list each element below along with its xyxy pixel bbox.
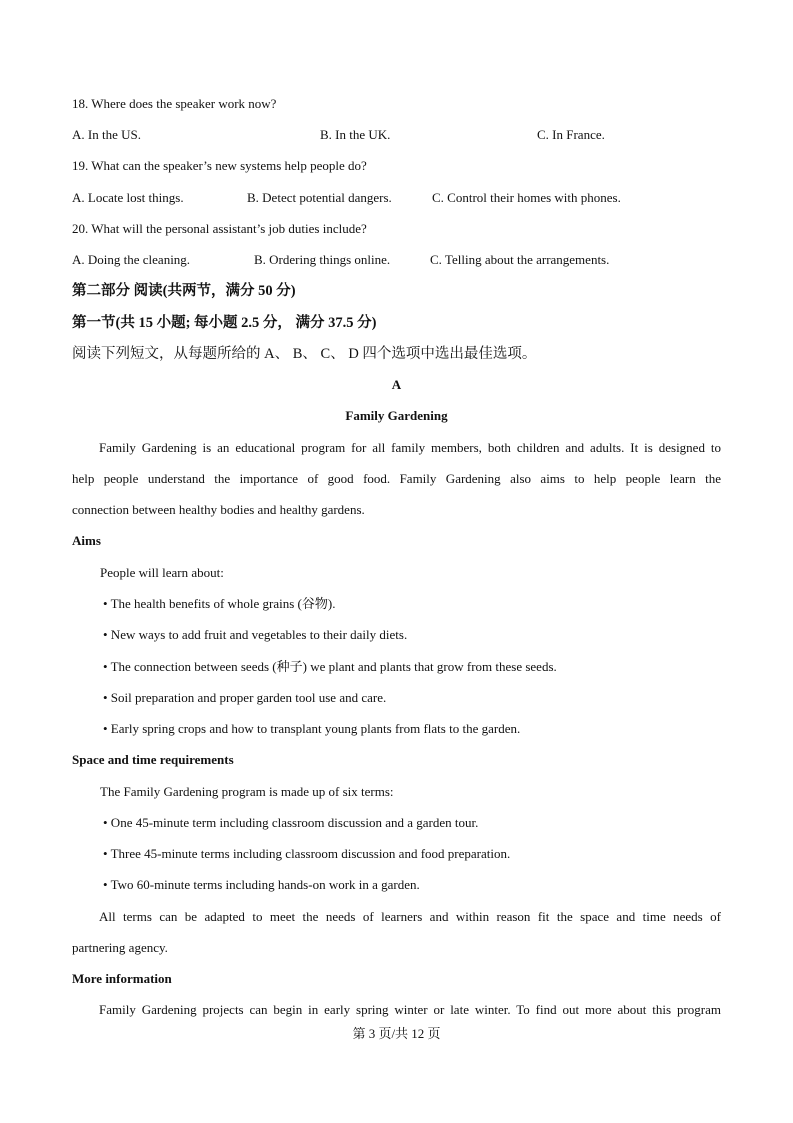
question-20-stem: 20. What will the personal assistant’s job duties include? bbox=[72, 221, 367, 236]
question-18-stem: 18. Where does the speaker work now? bbox=[72, 96, 277, 111]
aims-item: • Early spring crops and how to transplant young plants from flats to the garden. bbox=[103, 721, 521, 736]
aims-item: • Soil preparation and proper garden tool use and care. bbox=[103, 690, 387, 705]
passage-title: Family Gardening bbox=[345, 408, 448, 423]
question-20-option-c: C. Telling about the arrangements. bbox=[430, 252, 610, 267]
intro-line-3: connection between healthy bodies and healthy gardens. bbox=[72, 502, 365, 517]
question-18-option-a: A. In the US. bbox=[72, 127, 141, 142]
part2-title: 第二部分 阅读(共两节，满分 50 分) bbox=[72, 283, 296, 299]
space-time-item: • One 45-minute term including classroom discussion and a garden tour. bbox=[103, 815, 479, 830]
question-18-option-c: C. In France. bbox=[537, 127, 605, 142]
passage-letter: A bbox=[391, 377, 402, 392]
space-time-lead: The Family Gardening program is made up of six terms: bbox=[100, 784, 394, 799]
aims-item: • The connection between seeds (种子) we plant and plants that grow from these seeds. bbox=[103, 659, 557, 674]
reading-instruction: 阅读下列短文，从每题所给的 A、 B、 C、 D 四个选项中选出最佳选项。 bbox=[72, 346, 537, 362]
space-time-item: • Three 45-minute terms including classroom discussion and food preparation. bbox=[103, 846, 511, 861]
question-19-stem: 19. What can the speaker’s new systems help people do? bbox=[72, 158, 367, 173]
question-20-option-a: A. Doing the cleaning. bbox=[72, 252, 191, 267]
more-info-heading: More information bbox=[72, 971, 172, 986]
space-time-note-line-2: partnering agency. bbox=[72, 940, 168, 955]
more-info-text: Family Gardening projects can begin in early spring winter or late winter. To find out more about this program bbox=[99, 1002, 721, 1017]
page-number-footer: 第 3 页/共 12 页 bbox=[352, 1026, 441, 1041]
question-20-option-b: B. Ordering things online. bbox=[254, 252, 391, 267]
aims-heading: Aims bbox=[72, 533, 101, 548]
space-time-note-line-1: All terms can be adapted to meet the needs of learners and within reason fit the space and time needs of bbox=[99, 909, 721, 924]
intro-line-2: help people understand the importance of good food. Family Gardening also aims to help people learn the bbox=[72, 471, 721, 486]
question-19-option-c: C. Control their homes with phones. bbox=[432, 190, 621, 205]
question-19-option-b: B. Detect potential dangers. bbox=[247, 190, 392, 205]
aims-item: • The health benefits of whole grains (谷物). bbox=[103, 596, 336, 611]
question-19-option-a: A. Locate lost things. bbox=[72, 190, 184, 205]
question-18-option-b: B. In the UK. bbox=[320, 127, 391, 142]
section1-title: 第一节(共 15 小题; 每小题 2.5 分， 满分 37.5 分) bbox=[72, 315, 377, 331]
intro-line-1: Family Gardening is an educational program for all family members, both children and adults. It is designed to bbox=[99, 440, 721, 455]
aims-lead: People will learn about: bbox=[100, 565, 224, 580]
space-time-item: • Two 60-minute terms including hands-on work in a garden. bbox=[103, 877, 420, 892]
aims-item: • New ways to add fruit and vegetables to their daily diets. bbox=[103, 627, 408, 642]
space-time-heading: Space and time requirements bbox=[72, 752, 234, 767]
